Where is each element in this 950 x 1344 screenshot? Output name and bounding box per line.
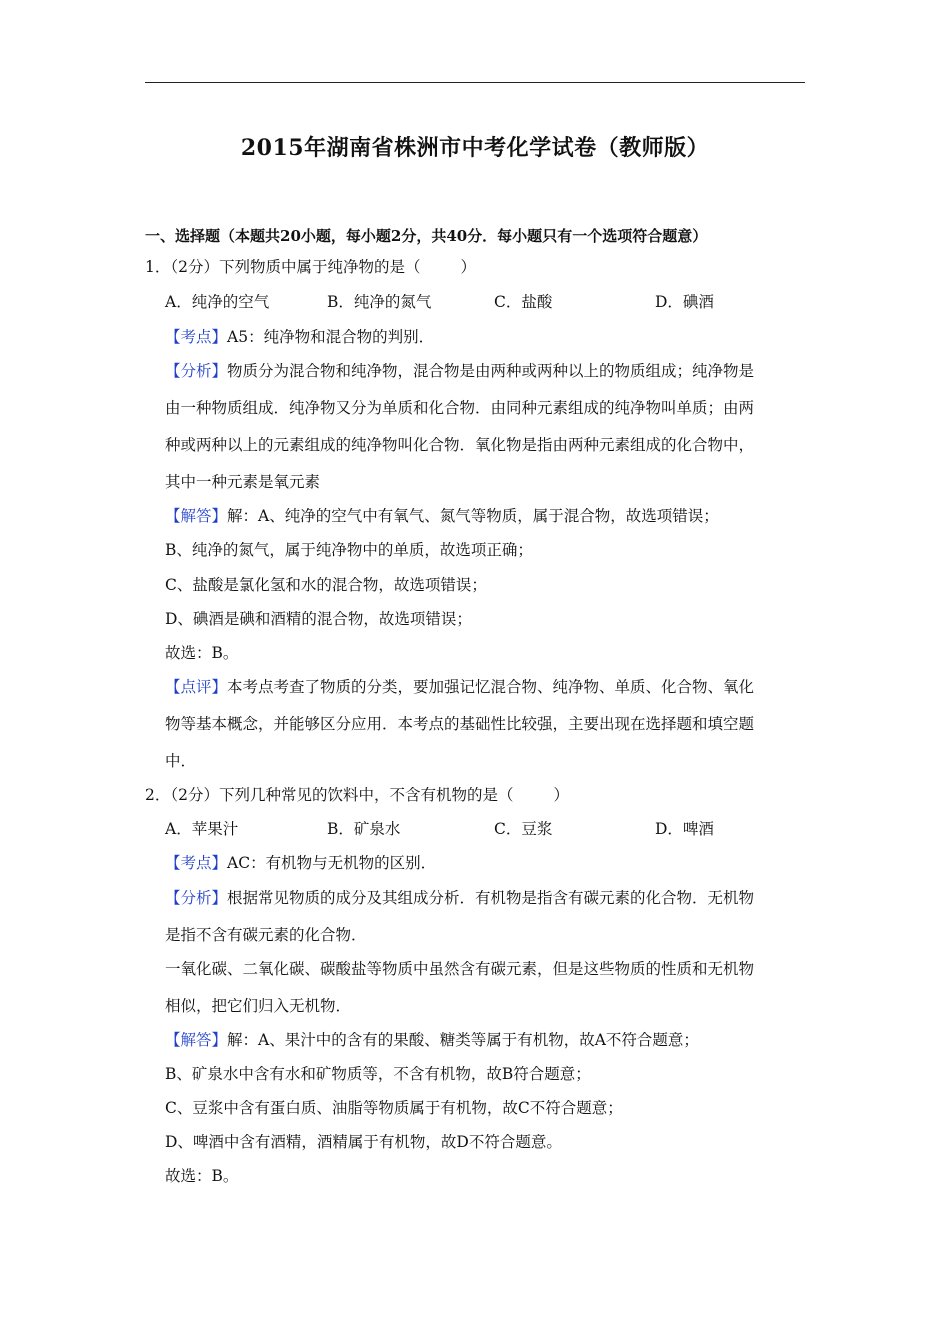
kaodian-text: A5：纯净物和混合物的判别． [227,328,435,346]
question-2-stem [145,785,569,805]
jieda-line: D、碘酒是碘和酒精的混合物，故选项错误； [165,610,472,628]
question-1-option-d: D．碘酒 [655,293,714,311]
kaodian-tag: 【考点】 [165,328,228,346]
fenxi-line: 种或两种以上的元素组成的纯净物叫化合物．氧化物是指由两种元素组成的化合物中， [165,436,755,454]
jieda-line: 解：A、果汁中的含有的果酸、糖类等属于有机物，故A不符合题意； [227,1031,699,1049]
question-1-stem-close: ） [460,258,476,276]
question-2-stem-text: 2．（2分）下列几种常见的饮料中，不含有机物的是（ [145,786,514,804]
section-heading: 一、选择题（本题共20小题，每小题2分，共40分．每小题只有一个选项符合题意） [145,227,708,245]
question-1-option-a: A．纯净的空气 [165,293,270,311]
page-title: 2015年湖南省株洲市中考化学试卷（教师版） [240,135,710,161]
jieda-line: C、盐酸是氯化氢和水的混合物，故选项错误； [165,576,487,594]
jieda-line: 解：A、纯净的空气中有氧气、氮气等物质，属于混合物，故选项错误； [227,507,719,525]
question-1-stem-text: 1．（2分）下列物质中属于纯净物的是（ [145,258,421,276]
fenxi-line: 物质分为混合物和纯净物，混合物是由两种或两种以上的物质组成；纯净物是 [227,362,755,380]
fenxi-tag: 【分析】 [165,362,228,380]
dianping-tag: 【点评】 [165,678,228,696]
jieda-line: C、豆浆中含有蛋白质、油脂等物质属于有机物，故C不符合题意； [165,1099,623,1117]
question-1-stem [145,257,476,277]
fenxi-line: 根据常见物质的成分及其组成分析．有机物是指含有碳元素的化合物．无机物 [227,889,755,907]
header-rule [145,82,805,83]
question-2-stem-close: ） [553,786,569,804]
jieda-tag: 【解答】 [165,507,228,525]
jieda-line: 故选：B。 [165,644,239,662]
question-2-option-d: D．啤酒 [655,820,714,838]
question-2-option-a: A．苹果汁 [165,820,239,838]
kaodian-text: AC：有机物与无机物的区别． [227,854,437,872]
dianping-line: 中． [165,752,197,770]
question-1-fenxi [165,361,754,381]
question-1-kaodian [165,327,434,347]
jieda-line: B、矿泉水中含有水和矿物质等，不含有机物，故B符合题意； [165,1065,591,1083]
dianping-line: 本考点考查了物质的分类，要加强记忆混合物、纯净物、单质、化合物、氧化 [227,678,755,696]
fenxi-line: 一氧化碳、二氧化碳、碳酸盐等物质中虽然含有碳元素，但是这些物质的性质和无机物 [165,960,755,978]
fenxi-line: 由一种物质组成．纯净物又分为单质和化合物．由同种元素组成的纯净物叫单质；由两 [165,399,755,417]
fenxi-line: 其中一种元素是氧元素 [165,473,321,491]
fenxi-line: 相似，把它们归入无机物． [165,997,352,1015]
question-2-kaodian [165,853,436,873]
jieda-line: B、纯净的氮气，属于纯净物中的单质，故选项正确； [165,541,533,559]
kaodian-tag: 【考点】 [165,854,228,872]
fenxi-tag: 【分析】 [165,889,228,907]
question-1-jieda [165,506,719,526]
question-1-option-c: C．盐酸 [494,293,553,311]
jieda-line: 故选：B。 [165,1167,239,1185]
question-2-fenxi [165,888,754,908]
question-2-option-c: C．豆浆 [494,820,553,838]
question-1-option-b: B．纯净的氮气 [327,293,432,311]
jieda-tag: 【解答】 [165,1031,228,1049]
question-1-dianping [165,677,754,697]
question-2-jieda [165,1030,699,1050]
question-2-option-b: B．矿泉水 [327,820,401,838]
jieda-line: D、啤酒中含有酒精，酒精属于有机物，故D不符合题意。 [165,1133,562,1151]
fenxi-line: 是指不含有碳元素的化合物． [165,926,367,944]
dianping-line: 物等基本概念，并能够区分应用．本考点的基础性比较强，主要出现在选择题和填空题 [165,715,755,733]
